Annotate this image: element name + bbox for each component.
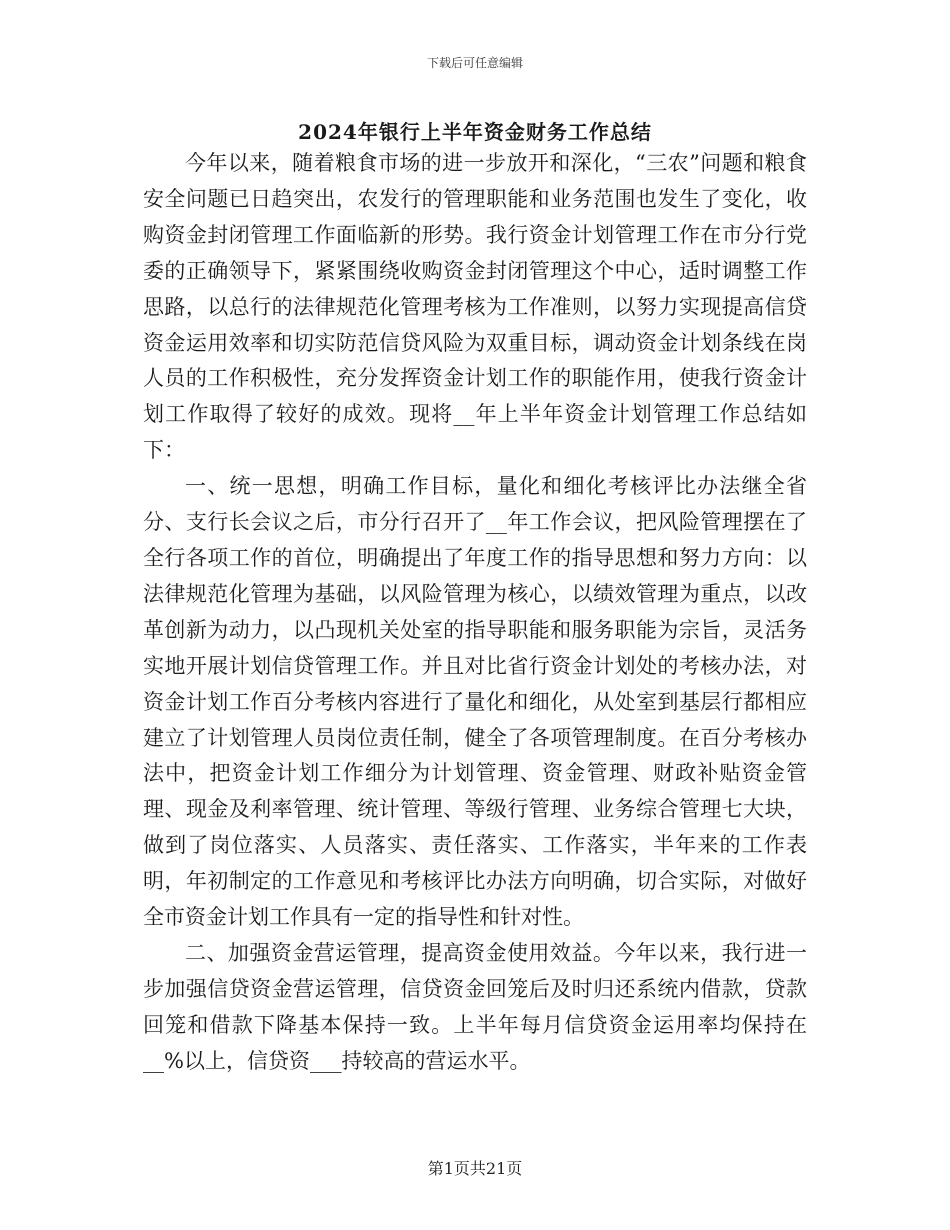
paragraph-intro: 今年以来，随着粮食市场的进一步放开和深化，“三农”问题和粮食安全问题已日趋突出，农发行的管理职能和业务范围也发生了变化，收购资金封闭管理工作面临新的形势。我行资金计划管理工作在市分行党委的正确领导下，紧紧围绕收购资金封闭管理这个中心，适时调整工作思路，以总行的法律规范化管理考核为工作准则，以努力实现提高信贷资金运用效率和切实防范信贷风险为双重目标，调动资金计划条线在岗人员的工作积极性，充分发挥资金计划工作的职能作用，使我行资金计划工作取得了较好的成效。现将__年上半年资金计划管理工作总结如下： — [143, 151, 807, 463]
page-header-note: 下载后可任意编辑 — [426, 56, 523, 70]
paragraph-section-2: 二、加强资金营运管理，提高资金使用效益。今年以来，我行进一步加强信贷资金营运管理，信贷资金回笼后及时归还系统内借款，贷款回笼和借款下降基本保持一致。上半年每月信贷资金运用率均保持在__%以上，信贷资___持较高的营运水平。 — [143, 940, 807, 1073]
paragraph-section-1: 一、统一思想，明确工作目标，量化和细化考核评比办法继全省分、支行长会议之后，市分行召开了__年工作会议，把风险管理摆在了全行各项工作的首位，明确提出了年度工作的指导思想和努力方向：以法律规范化管理为基础，以风险管理为核心，以绩效管理为重点，以改革创新为动力，以凸现机关处室的指导职能和服务职能为宗旨，灵活务实地开展计划信贷管理工作。并且对比省行资金计划处的考核办法，对资金计划工作百分考核内容进行了量化和细化，从处室到基层行都相应建立了计划管理人员岗位责任制，健全了各项管理制度。在百分考核办法中，把资金计划工作细分为计划管理、资金管理、财政补贴资金管理、现金及利率管理、统计管理、等级行管理、业务综合管理七大块，做到了岗位落实、人员落实、责任落实、工作落实，半年来的工作表明，年初制定的工作意见和考核评比办法方向明确，切合实际，对做好全市资金计划工作具有一定的指导性和针对性。 — [143, 474, 807, 930]
document-title: 2024年银行上半年资金财务工作总结 — [298, 120, 652, 144]
page-number-footer: 第1页共21页 — [427, 1159, 523, 1178]
document-body — [143, 146, 807, 1080]
